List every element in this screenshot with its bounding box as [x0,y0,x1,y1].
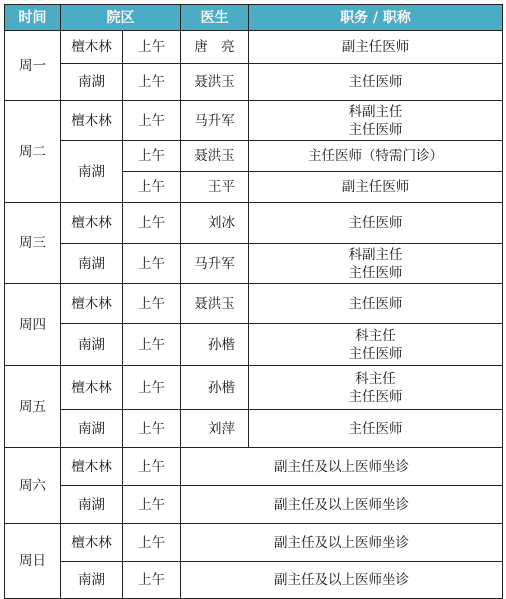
table-row [5,410,503,448]
campus-cell: 檀木林 [61,101,123,141]
title-cell [249,324,503,366]
title-cell [249,64,503,101]
doctor-cell: 马升军 [181,101,249,141]
table-row [5,244,503,284]
day-cell-tue: 周二 [5,101,61,203]
outpatient-schedule-table [4,4,503,599]
title-line: 科主任 [355,327,396,344]
table-row [5,324,503,366]
note-cell: 副主任及以上医师坐诊 [181,562,503,599]
day-cell-thu: 周四 [5,284,61,366]
table-row [5,141,503,172]
session-cell: 上午 [123,172,181,203]
title-line: 科副主任 [348,246,403,263]
title-line: 副主任医师 [341,179,410,195]
title-line: 科主任 [355,370,396,387]
title-line: 主任医师 [348,264,403,281]
session-cell: 上午 [123,524,181,562]
campus-cell: 檀木林 [61,31,123,64]
campus-cell: 檀木林 [61,524,123,562]
campus-cell: 南湖 [61,244,123,284]
table-row [5,562,503,599]
doctor-cell: 刘冰 [181,203,249,244]
day-cell-wed: 周三 [5,203,61,284]
campus-cell: 南湖 [61,562,123,599]
title-line: 主任医师 [348,215,403,231]
title-line: 主任医师 [348,388,403,405]
session-cell: 上午 [123,284,181,324]
doctor-cell: 孙楷 [181,324,249,366]
campus-cell: 檀木林 [61,203,123,244]
table-row [5,486,503,524]
session-cell: 上午 [123,244,181,284]
session-cell: 上午 [123,366,181,410]
title-cell [249,172,503,203]
title-line: 科副主任 [348,103,403,120]
title-line: 主任医师 [348,345,403,362]
title-cell [249,284,503,324]
title-cell [249,410,503,448]
table-row [5,448,503,486]
day-cell-fri: 周五 [5,366,61,448]
campus-cell: 檀木林 [61,366,123,410]
doctor-cell: 聂洪玉 [181,284,249,324]
header-time: 时间 [5,5,61,31]
title-cell [249,366,503,410]
table-row [5,524,503,562]
title-line: 副主任医师 [341,39,410,55]
doctor-cell: 马升军 [181,244,249,284]
header-title: 职务 / 职称 [249,5,503,31]
title-line: 主任医师 [348,420,403,437]
title-cell [249,101,503,141]
title-line: 主任医师（特需门诊） [308,148,443,164]
session-cell: 上午 [123,203,181,244]
doctor-cell: 聂洪玉 [181,64,249,101]
title-line: 主任医师 [348,121,403,138]
doctor-cell: 王平 [181,172,249,203]
table-row [5,31,503,64]
doctor-cell: 聂洪玉 [181,141,249,172]
doctor-cell: 唐 亮 [181,31,249,64]
note-cell: 副主任及以上医师坐诊 [181,486,503,524]
title-cell [249,31,503,64]
table-row [5,284,503,324]
session-cell: 上午 [123,410,181,448]
session-cell: 上午 [123,486,181,524]
day-cell-mon: 周一 [5,31,61,101]
title-cell [249,244,503,284]
campus-cell: 南湖 [61,141,123,203]
header-row [5,5,503,31]
title-cell [249,203,503,244]
title-line: 主任医师 [348,295,403,312]
session-cell: 上午 [123,31,181,64]
campus-cell: 南湖 [61,486,123,524]
table-row [5,203,503,244]
session-cell: 上午 [123,448,181,486]
session-cell: 上午 [123,64,181,101]
day-cell-sat: 周六 [5,448,61,524]
campus-cell: 南湖 [61,410,123,448]
day-cell-sun: 周日 [5,524,61,599]
session-cell: 上午 [123,141,181,172]
campus-cell: 檀木林 [61,448,123,486]
campus-cell: 檀木林 [61,284,123,324]
session-cell: 上午 [123,324,181,366]
table-row [5,366,503,410]
header-doctor: 医生 [181,5,249,31]
table-row [5,64,503,101]
campus-cell: 南湖 [61,324,123,366]
doctor-cell: 刘萍 [181,410,249,448]
session-cell: 上午 [123,562,181,599]
note-cell: 副主任及以上医师坐诊 [181,448,503,486]
doctor-cell: 孙楷 [181,366,249,410]
campus-cell: 南湖 [61,64,123,101]
session-cell: 上午 [123,101,181,141]
table-row [5,101,503,141]
title-line: 主任医师 [348,74,403,90]
title-cell [249,141,503,172]
header-campus: 院区 [61,5,181,31]
note-cell: 副主任及以上医师坐诊 [181,524,503,562]
